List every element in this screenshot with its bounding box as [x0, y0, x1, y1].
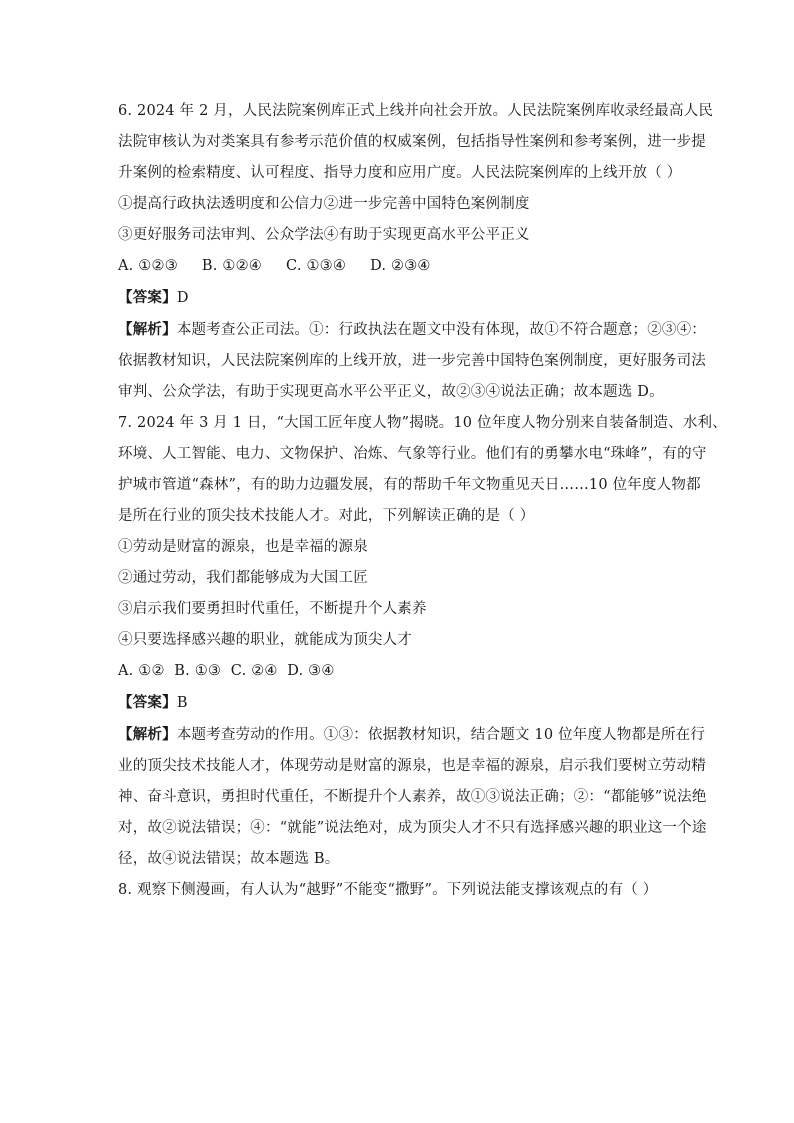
- analysis-text: 本题考查公正司法。①：行政执法在题文中没有体现，故①不符合题意；②③④：: [176, 322, 707, 338]
- answer-value: B: [176, 695, 188, 711]
- question-8-stem-line-1: 8. 观察下侧漫画，有人认为“越野”不能变“撒野”。下列说法能支撑该观点的有（ ）: [118, 882, 658, 898]
- question-6-analysis-line-2: 依据教材知识，人民法院案例库的上线开放，进一步完善中国特色案例制度，更好服务司法: [118, 353, 706, 369]
- document-page: [118, 96, 727, 906]
- question-7-analysis-line-5: 径，故④说法错误；故本题选 B。: [118, 851, 340, 867]
- question-6-analysis-line-3: 审判、公众学法，有助于实现更高水平公平正义，故②③④说法正确；故本题选 D。: [118, 384, 664, 400]
- question-6-answer: [118, 282, 678, 314]
- question-7-analysis-line-1: [118, 719, 706, 751]
- question-7-statement-3: ③启示我们要勇担时代重任，不断提升个人素养: [118, 601, 427, 617]
- question-7-analysis-line-4: 对，故②说法错误；④：“就能”说法绝对，成为顶尖人才不只有选择感兴趣的职业这一个途: [118, 820, 707, 836]
- question-7-analysis-line-2: 业的顶尖技术技能人才，体现劳动是财富的源泉，也是幸福的源泉，启示我们要树立劳动精: [118, 758, 706, 774]
- question-8: [118, 875, 678, 906]
- question-6-statements-line-2: ③更好服务司法审判、公众学法④有助于实现更高水平公平正义: [118, 227, 530, 243]
- question-6-analysis-line-1: [118, 314, 707, 346]
- answer-label: 【答案】: [118, 289, 177, 306]
- analysis-text: 本题考查劳动的作用。①③：依据教材知识，结合题文 10 位年度人物都是所在行: [176, 727, 706, 743]
- question-7-stem-line-1: 7. 2024 年 3 月 1 日，“大国工匠年度人物”揭晓。10 位年度人物分别来自装备制造、水利、: [118, 415, 727, 431]
- question-7-options: A. ①② B. ①③ C. ②④ D. ③④: [118, 663, 335, 679]
- question-7-analysis-line-3: 神、奋斗意识，勇担时代重任，不断提升个人素养，故①③说法正确；②：“都能够”说法绝: [118, 789, 707, 805]
- analysis-label: 【解析】: [118, 726, 177, 743]
- question-7-stem-line-4: 是所在行业的顶尖技术技能人才。对此，下列解读正确的是（ ）: [118, 508, 535, 524]
- question-6-stem-line-3: 升案例的检索精度、认可程度、指导力度和应用广度。人民法院案例库的上线开放（ ）: [118, 165, 682, 181]
- analysis-label: 【解析】: [118, 321, 177, 338]
- question-7-stem-line-2: 环境、人工智能、电力、文物保护、冶炼、气象等行业。他们有的勇攀水电“珠峰”，有的守: [118, 446, 707, 462]
- answer-value: D: [176, 290, 189, 306]
- question-7-stem-line-3: 护城市管道“森林”，有的助力边疆发展，有的帮助千年文物重见天日……10 位年度人物都: [118, 477, 701, 493]
- question-7-statement-2: ②通过劳动，我们都能够成为大国工匠: [118, 570, 368, 586]
- question-6-statements-line-1: ①提高行政执法透明度和公信力②进一步完善中国特色案例制度: [118, 196, 530, 212]
- question-7-statement-4: ④只要选择感兴趣的职业，就能成为顶尖人才: [118, 632, 412, 648]
- question-7-statement-1: ①劳动是财富的源泉，也是幸福的源泉: [118, 539, 368, 555]
- question-7-answer: [118, 687, 678, 719]
- question-6-stem-line-1: 6. 2024 年 2 月，人民法院案例库正式上线并向社会开放。人民法院案例库收录经最高人民: [118, 103, 714, 119]
- question-7: [118, 408, 727, 875]
- question-6: [118, 96, 714, 408]
- answer-label: 【答案】: [118, 694, 177, 711]
- question-6-options: A. ①②③ B. ①②④ C. ①③④ D. ②③④: [118, 258, 431, 274]
- question-6-stem-line-2: 法院审核认为对类案具有参考示范价值的权威案例，包括指导性案例和参考案例，进一步提: [118, 134, 706, 150]
